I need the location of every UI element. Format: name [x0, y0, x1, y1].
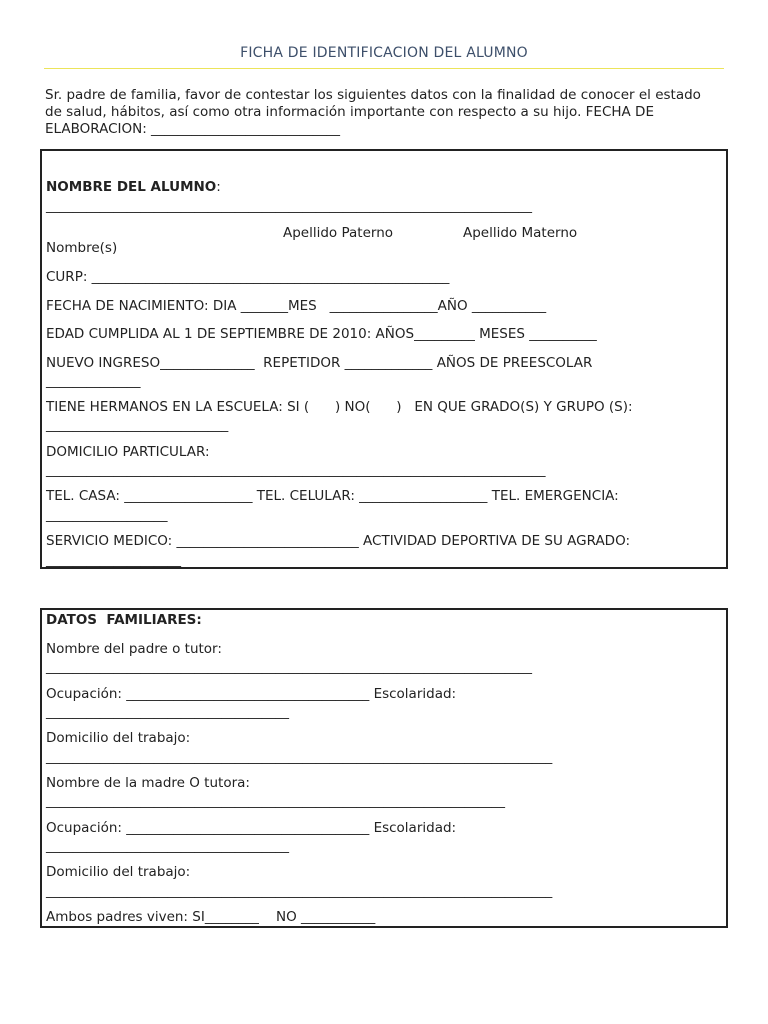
trabajo-madre-field[interactable]: ___________________________________________________________________________	[46, 883, 553, 899]
ocupacion-madre-field[interactable]: Ocupación: ____________________________________ Escolaridad:	[46, 820, 457, 836]
trabajo-padre-label: Domicilio del trabajo:	[46, 730, 191, 746]
hermanos-field[interactable]: TIENE HERMANOS EN LA ESCUELA: SI ( ) NO( ) EN QUE GRADO(S) Y GRUPO (S):	[46, 399, 633, 415]
escolaridad-madre-blank[interactable]: ____________________________________	[46, 838, 289, 854]
padre-field[interactable]: ________________________________________________________________________	[46, 659, 532, 675]
form-title: FICHA DE IDENTIFICACION DEL ALUMNO	[240, 45, 528, 61]
telefonos-field[interactable]: TEL. CASA: ___________________ TEL. CELULAR: ___________________ TEL. EMERGENCIA:	[46, 488, 619, 504]
apellido-materno-caption: Apellido Materno	[463, 225, 578, 241]
domicilio-field[interactable]: __________________________________________________________________________	[46, 462, 546, 478]
family-data-box	[40, 608, 728, 928]
student-name-field[interactable]: ________________________________________________________________________	[46, 198, 532, 214]
trabajo-padre-field[interactable]: ___________________________________________________________________________	[46, 749, 553, 765]
family-heading: DATOS FAMILIARES:	[46, 612, 202, 628]
actividad-deportiva-blank[interactable]: ____________________	[46, 552, 181, 568]
intro-line-1: Sr. padre de familia, favor de contestar los siguientes datos con la finalidad de conocer el estado	[45, 87, 701, 103]
domicilio-label: DOMICILIO PARTICULAR:	[46, 444, 210, 460]
escolaridad-padre-blank[interactable]: ____________________________________	[46, 704, 289, 720]
tel-emergencia-blank[interactable]: __________________	[46, 507, 168, 523]
apellido-paterno-caption: Apellido Paterno	[283, 225, 394, 241]
madre-label: Nombre de la madre O tutora:	[46, 775, 250, 791]
intro-fecha-elaboracion-field[interactable]: ELABORACION: ____________________________	[45, 121, 341, 137]
student-name-label-row	[46, 179, 221, 195]
nombres-caption: Nombre(s)	[46, 240, 118, 256]
ambos-padres-field[interactable]: Ambos padres viven: SI________ NO ___________	[46, 909, 376, 925]
ocupacion-padre-field[interactable]: Ocupación: ____________________________________ Escolaridad:	[46, 686, 457, 702]
grado-grupo-blank[interactable]: ___________________________	[46, 417, 229, 433]
servicio-medico-field[interactable]: SERVICIO MEDICO: ___________________________ ACTIVIDAD DEPORTIVA DE SU AGRADO:	[46, 533, 631, 549]
ingreso-field[interactable]: NUEVO INGRESO______________ REPETIDOR _____________ AÑOS DE PREESCOLAR	[46, 355, 593, 371]
trabajo-madre-label: Domicilio del trabajo:	[46, 864, 191, 880]
intro-paragraph	[45, 87, 735, 138]
madre-field[interactable]: ____________________________________________________________________	[46, 793, 505, 809]
student-name-label: NOMBRE DEL ALUMNO	[46, 179, 217, 195]
birth-date-field[interactable]: FECHA DE NACIMIENTO: DIA _______MES ________________AÑO ___________	[46, 298, 547, 314]
title-underline	[44, 68, 724, 69]
preescolar-blank[interactable]: ______________	[46, 373, 141, 389]
student-data-box	[40, 149, 728, 569]
student-name-colon: :	[216, 179, 221, 195]
curp-field[interactable]: CURP: _____________________________________________________	[46, 269, 450, 285]
intro-line-2: de salud, hábitos, así como otra información importante con respecto a su hijo. FECHA DE	[45, 104, 654, 120]
padre-label: Nombre del padre o tutor:	[46, 641, 222, 657]
age-field[interactable]: EDAD CUMPLIDA AL 1 DE SEPTIEMBRE DE 2010: AÑOS_________ MESES __________	[46, 326, 597, 342]
